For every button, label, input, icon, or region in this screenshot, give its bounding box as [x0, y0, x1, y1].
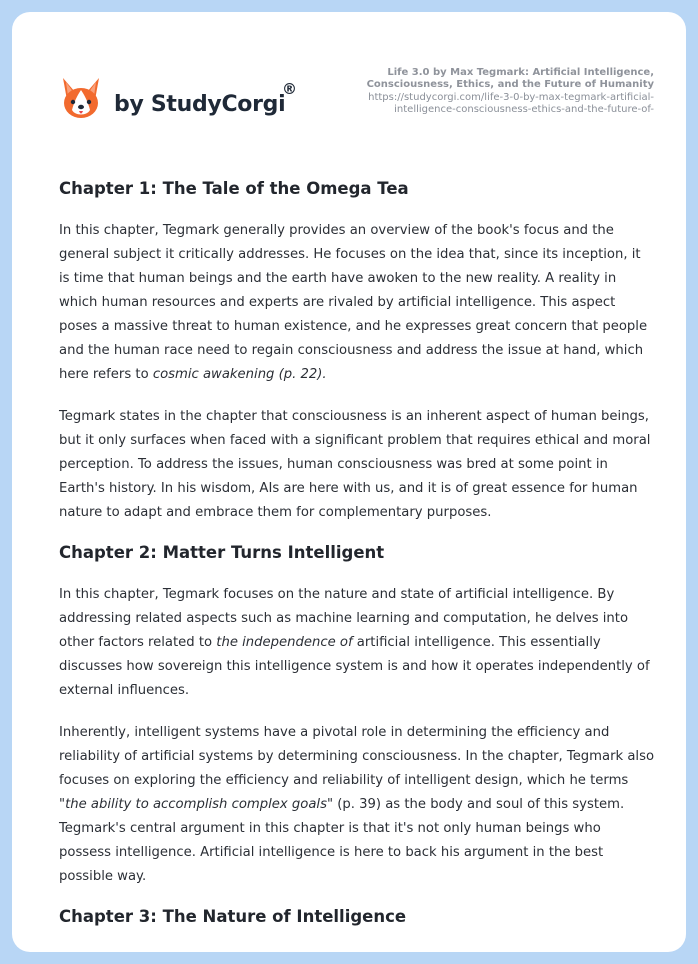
chapter-2-paragraph-1-after: artificial intelligence. This essentially discusses how sovereign this intelligence system is and how it operates independently of external influences. — [59, 635, 650, 698]
document-page — [12, 12, 686, 952]
source-title-line-2: Consciousness, Ethics, and the Future of Humanity — [366, 79, 654, 90]
source-citation — [324, 67, 654, 116]
corgi-icon — [60, 76, 102, 122]
chapter-2-paragraph-2-after: " (p. 39) as the body and soul of this system. Tegmark's central argument in this chapter is that it's not only human beings who possess intelligence. Artificial intelligence is here to back his argument in the best possible way. — [59, 797, 625, 884]
page-header — [12, 12, 686, 152]
document-body — [59, 175, 655, 931]
chapter-2-paragraph-1-italic: the independence of — [216, 635, 353, 650]
chapter-2-heading: Chapter 2: Matter Turns Intelligent — [59, 543, 385, 562]
chapter-2-paragraph-1 — [59, 583, 655, 703]
chapter-1-paragraph-1-text: In this chapter, Tegmark generally provides an overview of the book's focus and the general subject it critically addresses. He focuses on the idea that, since its inception, it is time that human beings and the earth have awoken to the new reality. A reality in which human resources and experts are rivaled by artificial intelligence. This aspect poses a massive threat to human existence, and he expresses great concern that people and the human race need to regain consciousness and address the issue at hand, which here refers to — [59, 223, 648, 382]
chapter-1-paragraph-1 — [59, 219, 655, 387]
chapter-3-heading: Chapter 3: The Nature of Intelligence — [59, 907, 407, 926]
source-title-line-1: Life 3.0 by Max Tegmark: Artificial Intelligence, — [387, 67, 654, 78]
chapter-2-paragraph-2 — [59, 721, 655, 889]
source-url-line-1: https://studycorgi.com/life-3-0-by-max-tegmark-artificial- — [368, 92, 654, 103]
chapter-2-paragraph-1-before: In this chapter, Tegmark focuses on the nature and state of artificial intelligence. By addressing related aspects such as machine learning and computation, he delves into other factors related to — [59, 587, 629, 650]
registered-mark: ® — [282, 80, 297, 98]
studycorgi-logo[interactable] — [60, 76, 304, 126]
chapter-1-paragraph-2: Tegmark states in the chapter that consciousness is an inherent aspect of human beings, but it only surfaces when faced with a significant problem that requires ethical and moral perception. To address the issues, human consciousness was bred at some point in Earth's history. In his wisdom, AIs are here with us, and it is of great essence for human nature to adapt and embrace them for complementary purposes. — [59, 409, 651, 520]
chapter-2-paragraph-2-italic: the ability to accomplish complex goals — [65, 797, 327, 812]
chapter-2-paragraph-2-before: Inherently, intelligent systems have a pivotal role in determining the efficiency and reliability of artificial systems by determining consciousness. In the chapter, Tegmark also focuses on exploring the efficiency and reliability of intelligent design, which he terms " — [59, 725, 655, 812]
chapter-1-paragraph-1-italic: cosmic awakening (p. 22). — [152, 367, 327, 382]
source-url-line-2: intelligence-consciousness-ethics-and-the-future-of- — [394, 104, 654, 115]
source-url[interactable] — [324, 92, 654, 116]
chapter-1-heading: Chapter 1: The Tale of the Omega Tea — [59, 179, 409, 198]
brand-name: by StudyCorgi — [114, 92, 286, 117]
source-title — [324, 67, 654, 91]
